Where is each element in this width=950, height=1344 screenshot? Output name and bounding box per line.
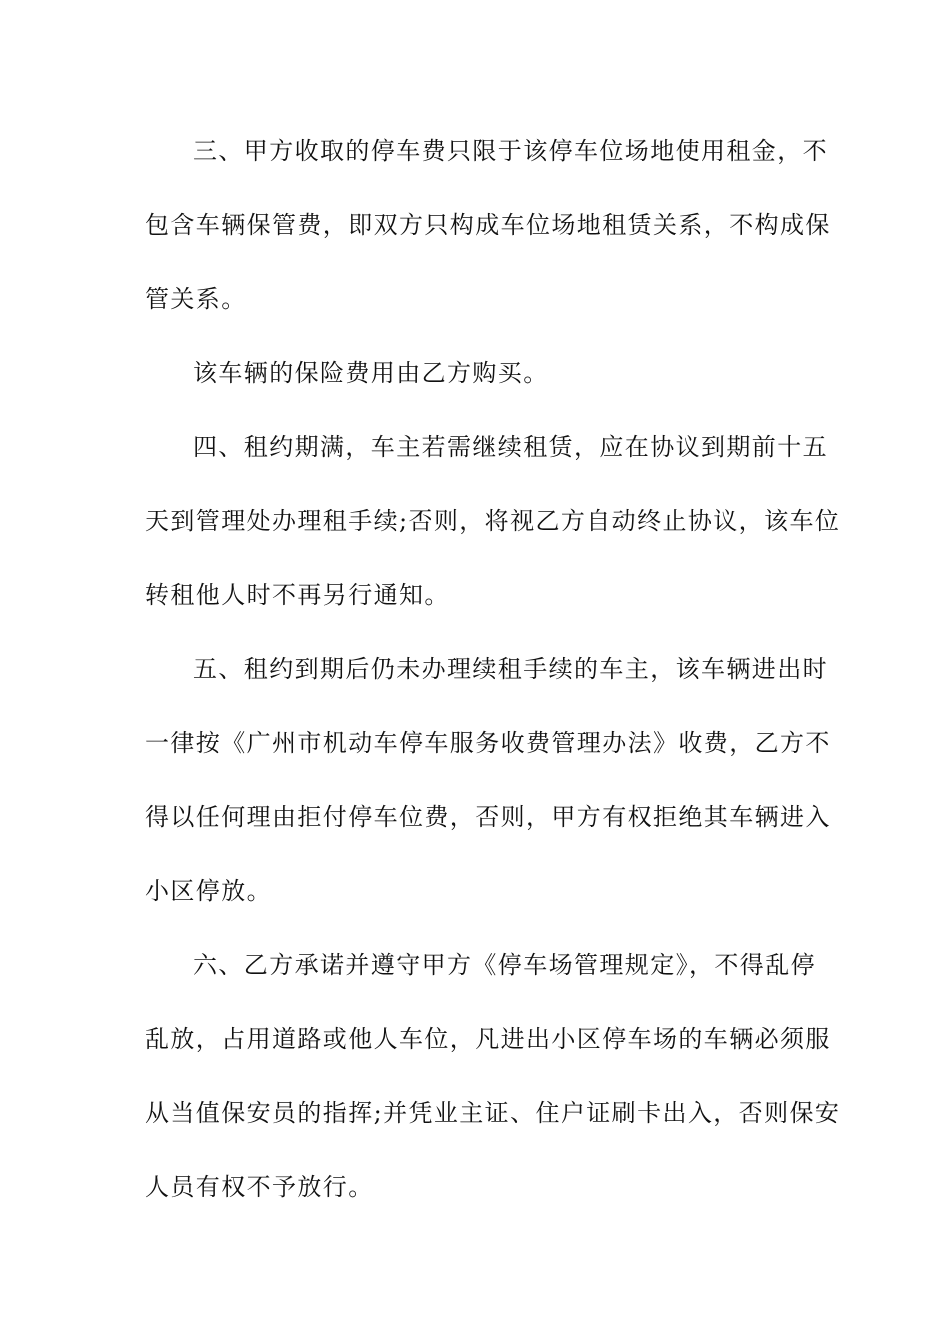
clause-6-line-4: 人员有权不予放行。 — [145, 1173, 374, 1201]
clause-6-line-2: 乱放，占用道路或他人车位，凡进出小区停车场的车辆必须服 — [145, 1025, 831, 1053]
clause-5-line-1: 五、租约到期后仍未办理续租手续的车主，该车辆进出时 — [193, 655, 828, 683]
clause-4-line-2: 天到管理处办理租手续;否则，将视乙方自动终止协议，该车位 — [145, 507, 841, 535]
clause-6-line-1: 六、乙方承诺并遵守甲方《停车场管理规定》，不得乱停 — [193, 951, 816, 979]
clause-4-line-1: 四、租约期满，车主若需继续租赁，应在协议到期前十五 — [193, 433, 828, 461]
clause-5-line-4: 小区停放。 — [145, 877, 272, 905]
clause-4-line-3: 转租他人时不再另行通知。 — [145, 581, 450, 609]
clause-6-line-3: 从当值保安员的指挥;并凭业主证、住户证刷卡出入，否则保安 — [145, 1099, 841, 1127]
clause-5-line-3: 得以任何理由拒付停车位费，否则，甲方有权拒绝其车辆进入 — [145, 803, 831, 831]
clause-3-line-3: 管关系。 — [145, 285, 247, 313]
clause-3-line-1: 三、甲方收取的停车费只限于该停车位场地使用租金，不 — [193, 137, 828, 165]
clause-3-line-2: 包含车辆保管费，即双方只构成车位场地租赁关系，不构成保 — [145, 211, 831, 239]
clause-5-line-2: 一律按《广州市机动车停车服务收费管理办法》收费，乙方不 — [145, 729, 831, 757]
insurance-paragraph: 该车辆的保险费用由乙方购买。 — [193, 359, 549, 387]
